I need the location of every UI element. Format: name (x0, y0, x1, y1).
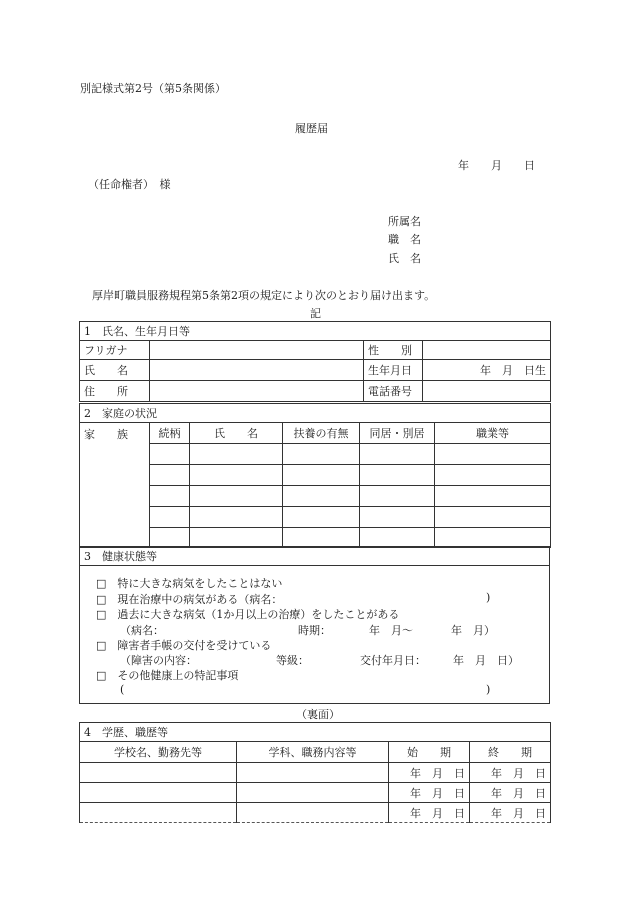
address-field[interactable] (150, 381, 364, 402)
health-option-current[interactable]: □ 現在治療中の病気がある（病名： (96, 593, 283, 606)
other-close-paren: ) (486, 683, 491, 696)
family-row (80, 465, 551, 486)
health-option-none[interactable]: □ 特に大きな病気をしたことはない (96, 577, 283, 590)
birthdate-label: 生年月日 (364, 360, 423, 381)
section-1-heading: 1 氏名、生年月日等 (80, 322, 551, 341)
family-label: 家 族 (80, 423, 150, 548)
col-subject: 学科、職務内容等 (237, 742, 389, 763)
address-label: 住 所 (80, 381, 150, 402)
section-4-table (79, 722, 551, 823)
col-start: 始 期 (389, 742, 470, 763)
section-1-table (79, 321, 551, 402)
form-number: 別記様式第2号（第5条関係） (80, 82, 226, 95)
family-row (80, 444, 551, 465)
statement: 厚岸町職員服務規程第5条第2項の規定により次のとおり届け出ます。 (92, 289, 436, 302)
family-row (80, 507, 551, 528)
phone-field[interactable] (423, 381, 551, 402)
name-row-label: 氏 名 (80, 360, 150, 381)
ki-label: 記 (310, 307, 321, 320)
date-line: 年 月 日 (458, 159, 535, 172)
start-date-cell[interactable]: 年 月 日 (389, 783, 470, 803)
past-period-label: 時期： (298, 624, 331, 637)
furigana-label: フリガナ (80, 341, 150, 360)
health-option-past[interactable]: □ 過去に大きな病気（1か月以上の治療）をしたことがある (96, 608, 400, 621)
disability-issue-label: 交付年月日： (360, 654, 426, 667)
history-row (80, 783, 551, 803)
sex-field[interactable] (423, 341, 551, 360)
past-period-to: 年 月） (451, 624, 495, 637)
health-option-other[interactable]: □ その他健康上の特記事項 (96, 669, 239, 682)
disability-issue-date: 年 月 日） (453, 654, 519, 667)
col-family-name: 氏 名 (190, 423, 283, 444)
col-occupation: 職業等 (435, 423, 551, 444)
col-school: 学校名、勤務先等 (80, 742, 237, 763)
col-end: 終 期 (470, 742, 551, 763)
family-row (80, 528, 551, 548)
affiliation-label: 所属名 (388, 215, 421, 228)
section-2-heading: 2 家庭の状況 (80, 404, 551, 423)
col-cohabitation: 同居・別居 (360, 423, 435, 444)
health-current-close: ) (486, 591, 491, 604)
disability-grade-label: 等級： (276, 654, 309, 667)
form-title: 履歴届 (295, 122, 328, 135)
end-date-cell[interactable]: 年 月 日 (470, 803, 551, 823)
furigana-field[interactable] (150, 341, 364, 360)
start-date-cell[interactable]: 年 月 日 (389, 763, 470, 783)
addressee: （任命権者） 様 (88, 178, 171, 191)
disability-content-label: （障害の内容： (120, 654, 197, 667)
history-row (80, 803, 551, 823)
other-open-paren: ( (120, 683, 125, 696)
name-label: 氏 名 (388, 252, 421, 265)
past-period-from: 年 月〜 (369, 624, 413, 637)
start-date-cell[interactable]: 年 月 日 (389, 803, 470, 823)
col-relation: 続柄 (150, 423, 190, 444)
phone-label: 電話番号 (364, 381, 423, 402)
end-date-cell[interactable]: 年 月 日 (470, 763, 551, 783)
health-option-disability[interactable]: □ 障害者手帳の交付を受けている (96, 639, 272, 652)
back-side-label: （裏面） (296, 708, 340, 721)
end-date-cell[interactable]: 年 月 日 (470, 783, 551, 803)
section-4-heading: 4 学歴、職歴等 (80, 723, 551, 742)
past-disease-label: （病名： (120, 624, 164, 637)
section-2-table (79, 403, 551, 548)
name-field[interactable] (150, 360, 364, 381)
section-3-heading: 3 健康状態等 (80, 547, 550, 566)
col-dependent: 扶養の有無 (283, 423, 360, 444)
history-row (80, 763, 551, 783)
position-label: 職 名 (388, 233, 421, 246)
birthdate-field[interactable]: 年 月 日生 (423, 360, 551, 381)
sex-label: 性 別 (364, 341, 423, 360)
family-row (80, 486, 551, 507)
